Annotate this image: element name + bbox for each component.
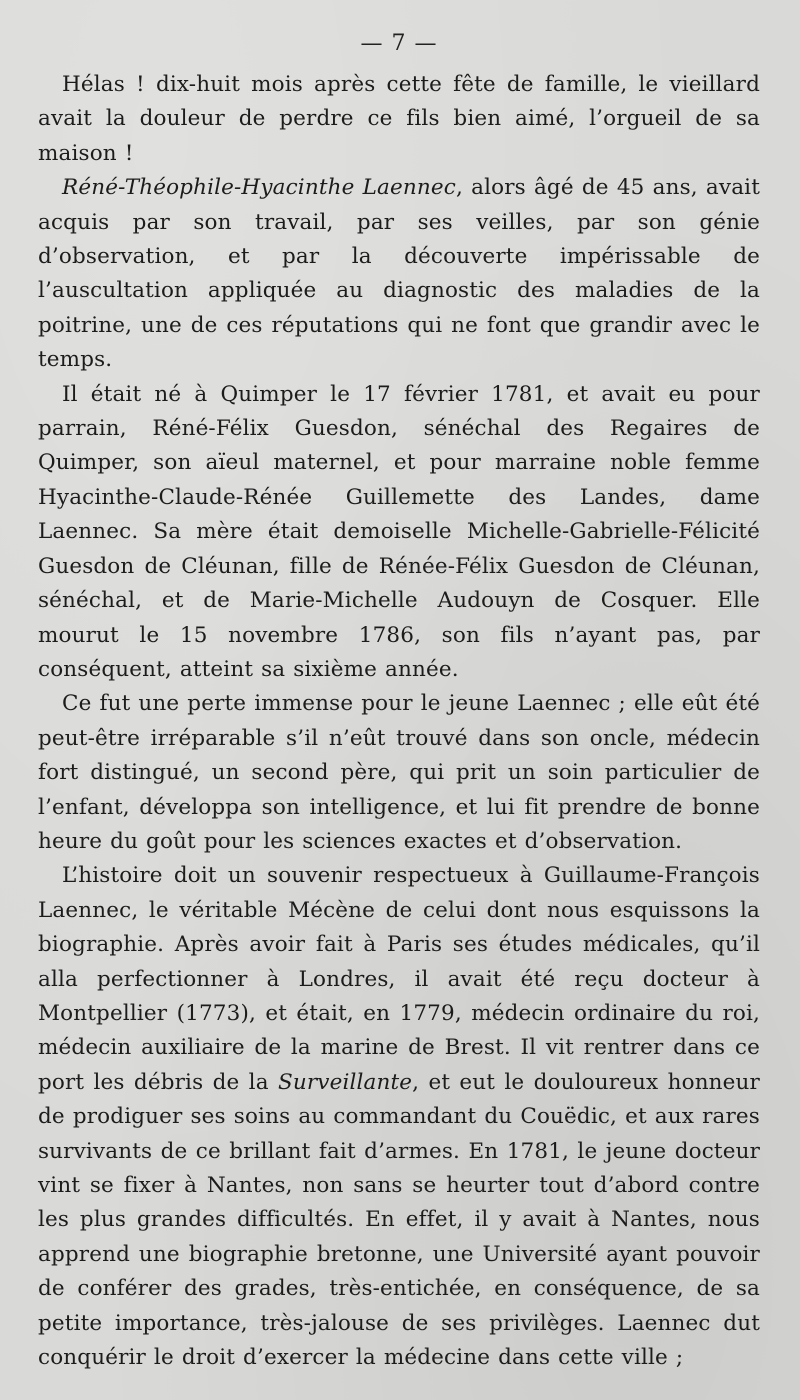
paragraph-5	[38, 859, 760, 1375]
paragraph-3: Il était né à Quimper le 17 février 1781, et avait eu pour parrain, Réné-Félix Guesdon, sénéchal des Regaires de Quimper, son aïeul maternel, et pour marraine noble femme Hyacinthe-Claude-Rénée Guillemette des Landes, dame Laennec. Sa mère était demoiselle Michelle-Gabrielle-Félicité Guesdon de Cléunan, fille de Rénée-Félix Guesdon de Cléunan, sénéchal, et de Marie-Michelle Audouyn de Cosquer. Elle mourut le 15 novembre 1786, son fils n’ayant pas, par conséquent, atteint sa sixième année.	[38, 381, 760, 682]
paragraph-5-text-start: L’histoire doit un souvenir respectueux à Guillaume-François Laennec, le véritable Mécène de celui dont nous esquissons la biographie. Après avoir fait à Paris ses études médicales, qu’il alla perfectionner à Londres, il avait été reçu docteur à Montpellier (1773), et était, en 1779, médecin ordinaire du roi, médecin auxiliaire de la marine de Brest. Il vit rentrer dans ce port les débris de la	[38, 863, 760, 1095]
paragraph-5-text-end: , et eut le douloureux honneur de prodiguer ses soins au commandant du Couëdic, et aux rares survivants de ce brillant fait d’armes. En 1781, le jeune docteur vint se fixer à Nantes, non sans se heurter tout d’abord contre les plus grandes difficultés. En effet, il y avait à Nantes, nous apprend une biographie bretonne, une Université ayant pouvoir de conférer des grades, très-entichée, en conséquence, de sa petite importance, très-jalouse de ses privilèges. Laennec dut conquérir le droit d’exercer la médecine dans cette ville ;	[38, 1069, 760, 1371]
laennec-full-name: Réné-Théophile-Hyacinthe Laennec	[62, 175, 456, 201]
ship-name: Surveillante	[277, 1069, 413, 1095]
paragraph-2	[38, 171, 760, 377]
paragraph-1: Hélas ! dix-huit mois après cette fête de famille, le vieillard avait la douleur de perdre ce fils bien aimé, l’orgueil de sa maison !	[38, 72, 760, 166]
paragraph-2-text: , alors âgé de 45 ans, avait acquis par son travail, par ses veilles, par son génie d’observation, et par la découverte impérissable de l’auscultation appliquée au diagnostic des maladies de la poitrine, une de ces réputations qui ne font que grandir avec le temps.	[38, 175, 760, 373]
body-text	[38, 68, 760, 1375]
page-number: — 7 —	[360, 31, 438, 56]
paragraph-4: Ce fut une perte immense pour le jeune Laennec ; elle eût été peut-être irréparable s’il n’eût trouvé dans son oncle, médecin fort distingué, un second père, qui prit un soin particulier de l’enfant, développa son intelligence, et lui fit prendre de bonne heure du goût pour les sciences exactes et d’observation.	[38, 691, 760, 854]
